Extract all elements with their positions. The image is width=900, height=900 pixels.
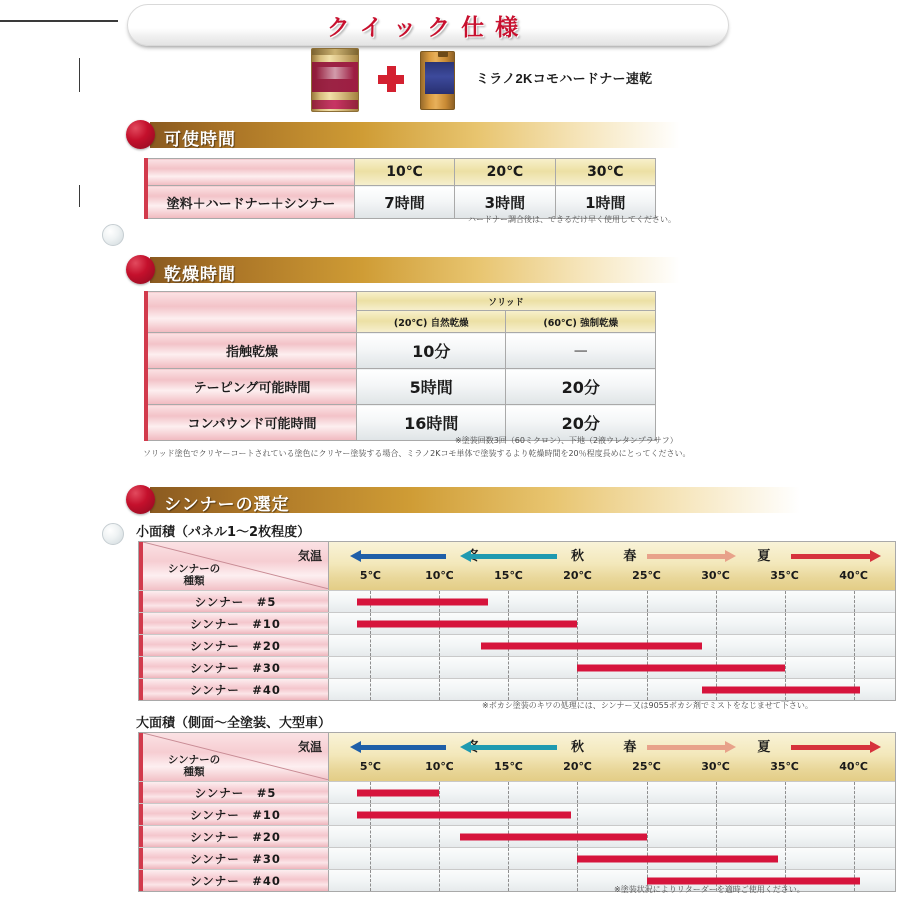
gridline-6 <box>785 848 786 869</box>
section-header-pot-life <box>126 122 666 148</box>
paint-can-image <box>311 48 359 112</box>
chart-row-plot-3 <box>329 657 895 678</box>
chart-row-plot-0 <box>329 591 895 612</box>
chart-row-label-0: シンナー #5 <box>139 591 329 612</box>
drying-value-2-forced: 20分 <box>506 405 656 441</box>
table-row <box>146 292 656 311</box>
gridline-4 <box>647 782 648 803</box>
pot-life-header-30c: 30℃ <box>555 159 655 186</box>
chart-scale-header <box>329 733 895 781</box>
table-row <box>146 369 656 405</box>
section-title-pot-life: 可使時間 <box>164 130 236 150</box>
page-title: クイック仕様 <box>326 14 530 41</box>
temperature-tick-2: 15℃ <box>494 569 523 582</box>
season-arrow-0 <box>350 553 447 560</box>
chart-scale-header <box>329 542 895 590</box>
gridline-1 <box>439 826 440 847</box>
chart-row-label-4: シンナー #40 <box>139 679 329 700</box>
gridline-3 <box>577 591 578 612</box>
gridline-6 <box>785 804 786 825</box>
gridline-7 <box>854 782 855 803</box>
season-arrow-2 <box>647 553 737 560</box>
season-arrow-3 <box>791 553 881 560</box>
thinner-chart-small-area <box>138 541 896 701</box>
chart-axis-label-temperature: 気温 <box>297 549 322 563</box>
temperature-tick-7: 40℃ <box>839 760 868 773</box>
drying-header-forced: (60℃) 強制乾燥 <box>506 311 656 333</box>
chart-row-plot-4 <box>329 679 895 700</box>
pot-life-corner-cell <box>146 159 354 186</box>
season-arrow-0 <box>350 744 447 751</box>
chart-row <box>139 803 895 825</box>
range-bar-0 <box>357 598 488 605</box>
gridline-6 <box>785 657 786 678</box>
gridline-5 <box>716 591 717 612</box>
temperature-tick-3: 20℃ <box>563 760 592 773</box>
chart-corner-cell <box>139 542 329 590</box>
gridline-2 <box>508 848 509 869</box>
drying-value-0-forced: — <box>506 333 656 369</box>
product-illustration-row <box>300 44 720 114</box>
range-bar-2 <box>460 833 646 840</box>
season-label-3: 夏 <box>757 739 771 754</box>
season-label-3: 夏 <box>757 548 771 563</box>
plus-icon <box>378 66 404 92</box>
table-row <box>146 159 656 186</box>
gridline-2 <box>508 657 509 678</box>
gridline-1 <box>439 848 440 869</box>
gridline-1 <box>439 870 440 891</box>
page-edge-rule-left <box>79 58 80 92</box>
chart-row-plot-1 <box>329 613 895 634</box>
chart-row-plot-0 <box>329 782 895 803</box>
chart-row-plot-2 <box>329 826 895 847</box>
section-title-drying-time: 乾燥時間 <box>164 265 236 285</box>
season-arrow-1 <box>460 553 557 560</box>
temperature-tick-0: 5℃ <box>359 569 381 582</box>
large-area-note: ※塗装状況によりリターダーを適時ご使用ください。 <box>614 885 805 894</box>
drying-header-natural: (20℃) 自然乾燥 <box>357 311 506 333</box>
gridline-3 <box>577 782 578 803</box>
chart-row-label-2: シンナー #20 <box>139 635 329 656</box>
chart-row <box>139 781 895 803</box>
gridline-5 <box>716 782 717 803</box>
season-arrow-2 <box>647 744 737 751</box>
range-bar-4 <box>702 686 861 693</box>
gridline-1 <box>439 635 440 656</box>
gridline-2 <box>508 591 509 612</box>
pot-life-value-30c: 1時間 <box>555 186 655 219</box>
gridline-0 <box>370 870 371 891</box>
gridline-6 <box>785 635 786 656</box>
temperature-tick-0: 5℃ <box>359 760 381 773</box>
chart-row-label-3: シンナー #30 <box>139 657 329 678</box>
gridline-3 <box>577 613 578 634</box>
gridline-2 <box>508 679 509 700</box>
chart-row-plot-1 <box>329 804 895 825</box>
gridline-4 <box>647 613 648 634</box>
gridline-6 <box>785 591 786 612</box>
drying-time-table <box>144 291 656 441</box>
bullet-icon <box>126 120 155 149</box>
pot-life-value-10c: 7時間 <box>354 186 454 219</box>
gridline-5 <box>716 804 717 825</box>
chart-bar-rows <box>139 781 895 891</box>
chart-row <box>139 590 895 612</box>
season-arrow-row <box>329 542 895 568</box>
range-bar-1 <box>357 620 578 627</box>
chart-row-label-4: シンナー #40 <box>139 870 329 891</box>
temperature-tick-6: 35℃ <box>770 569 799 582</box>
chart-header <box>139 733 895 781</box>
season-label-1: 秋 <box>570 548 584 563</box>
temperature-tick-1: 10℃ <box>425 569 454 582</box>
drying-group-header-solid: ソリッド <box>357 292 656 311</box>
gridline-3 <box>577 679 578 700</box>
gridline-7 <box>854 804 855 825</box>
gridline-5 <box>716 635 717 656</box>
gridline-1 <box>439 679 440 700</box>
temperature-tick-4: 25℃ <box>632 569 661 582</box>
decorative-circle-2 <box>102 523 124 545</box>
chart-axis-label-temperature: 気温 <box>297 740 322 754</box>
season-arrow-row <box>329 733 895 759</box>
gridline-0 <box>370 635 371 656</box>
chart-row-plot-2 <box>329 635 895 656</box>
chart-header <box>139 542 895 590</box>
gridline-5 <box>716 613 717 634</box>
temperature-tick-7: 40℃ <box>839 569 868 582</box>
drying-row-label-1: テーピング可能時間 <box>146 369 357 405</box>
gridline-7 <box>854 848 855 869</box>
gridline-3 <box>577 804 578 825</box>
gridline-0 <box>370 679 371 700</box>
range-bar-0 <box>357 789 440 796</box>
gridline-7 <box>854 657 855 678</box>
chart-corner-cell <box>139 733 329 781</box>
pot-life-header-10c: 10℃ <box>354 159 454 186</box>
chart-row <box>139 847 895 869</box>
gridline-2 <box>508 870 509 891</box>
page-edge-rule-left-2 <box>79 185 80 207</box>
chart-row-label-3: シンナー #30 <box>139 848 329 869</box>
gridline-7 <box>854 613 855 634</box>
decorative-circle-1 <box>102 224 124 246</box>
pot-life-row-label: 塗料＋ハードナー＋シンナー <box>146 186 354 219</box>
temperature-tick-2: 15℃ <box>494 760 523 773</box>
drying-value-1-forced: 20分 <box>506 369 656 405</box>
chart-row <box>139 825 895 847</box>
bullet-icon <box>126 485 155 514</box>
temperature-tick-row <box>329 760 895 780</box>
section-header-thinner-selection <box>126 487 666 513</box>
section-header-drying-time <box>126 257 666 283</box>
gridline-7 <box>854 826 855 847</box>
range-bar-2 <box>481 642 702 649</box>
range-bar-1 <box>357 811 571 818</box>
gridline-6 <box>785 782 786 803</box>
season-label-2: 春 <box>623 739 637 754</box>
chart-row <box>139 634 895 656</box>
drying-value-2-natural: 16時間 <box>357 405 506 441</box>
gridline-7 <box>854 635 855 656</box>
gridline-6 <box>785 613 786 634</box>
document-title-banner <box>127 4 729 46</box>
gridline-4 <box>647 804 648 825</box>
chart-row <box>139 678 895 700</box>
chart-bar-rows <box>139 590 895 700</box>
chart-row-label-0: シンナー #5 <box>139 782 329 803</box>
drying-corner-cell <box>146 292 357 333</box>
season-label-1: 秋 <box>570 739 584 754</box>
pot-life-note: ハードナー調合後は、できるだけ早く使用してください。 <box>468 215 676 224</box>
gridline-2 <box>508 782 509 803</box>
gridline-1 <box>439 782 440 803</box>
drying-value-1-natural: 5時間 <box>357 369 506 405</box>
chart-caption-large-area: 大面積（側面〜全塗装、大型車） <box>136 716 332 731</box>
gridline-3 <box>577 870 578 891</box>
hardener-can-image <box>420 51 455 110</box>
chart-row-label-1: シンナー #10 <box>139 613 329 634</box>
range-bar-4 <box>647 877 861 884</box>
drying-time-note-2: ソリッド塗色でクリヤーコートされている塗色にクリヤー塗装する場合、ミラノ2Kコモ単体で塗装するより乾燥時間を20％程度長めにとってください。 <box>143 449 691 458</box>
pot-life-header-20c: 20℃ <box>455 159 555 186</box>
gridline-4 <box>647 591 648 612</box>
drying-time-note-1: ※塗装回数3回（60ミクロン）、下地（2液ウレタンプラサフ） <box>455 436 678 445</box>
bullet-icon <box>126 255 155 284</box>
temperature-tick-5: 30℃ <box>701 569 730 582</box>
season-arrow-3 <box>791 744 881 751</box>
chart-row-label-1: シンナー #10 <box>139 804 329 825</box>
range-bar-3 <box>577 664 784 671</box>
gridline-0 <box>370 826 371 847</box>
gridline-7 <box>854 591 855 612</box>
temperature-tick-row <box>329 569 895 589</box>
temperature-tick-1: 10℃ <box>425 760 454 773</box>
gridline-6 <box>785 826 786 847</box>
chart-row <box>139 656 895 678</box>
gridline-0 <box>370 657 371 678</box>
chart-row <box>139 612 895 634</box>
season-arrow-1 <box>460 744 557 751</box>
chart-axis-label-thinner-kind: シンナーの 種類 <box>167 753 221 778</box>
section-title-thinner-selection: シンナーの選定 <box>164 495 290 515</box>
drying-row-label-0: 指触乾燥 <box>146 333 357 369</box>
temperature-tick-3: 20℃ <box>563 569 592 582</box>
temperature-tick-5: 30℃ <box>701 760 730 773</box>
table-row <box>146 333 656 369</box>
season-label-2: 春 <box>623 548 637 563</box>
page-edge-rule-top <box>0 20 118 22</box>
gridline-0 <box>370 848 371 869</box>
gridline-4 <box>647 679 648 700</box>
gridline-5 <box>716 826 717 847</box>
chart-caption-small-area: 小面積（パネル1〜2枚程度） <box>136 525 311 540</box>
chart-row-plot-3 <box>329 848 895 869</box>
chart-axis-label-thinner-kind: シンナーの 種類 <box>167 562 221 587</box>
gridline-1 <box>439 657 440 678</box>
thinner-chart-large-area <box>138 732 896 892</box>
pot-life-table <box>144 158 656 219</box>
drying-row-label-2: コンパウンド可能時間 <box>146 405 357 441</box>
product-label: ミラノ2Kコモハードナー速乾 <box>476 71 653 86</box>
range-bar-3 <box>577 855 777 862</box>
chart-row-plot-4 <box>329 870 895 891</box>
drying-value-0-natural: 10分 <box>357 333 506 369</box>
temperature-tick-4: 25℃ <box>632 760 661 773</box>
small-area-note: ※ボカシ塗装のキワの処理には、シンナー又は9055ボカシ剤でミストをなじませて下さい。 <box>482 701 813 710</box>
chart-row-label-2: シンナー #20 <box>139 826 329 847</box>
pot-life-value-20c: 3時間 <box>455 186 555 219</box>
gridline-4 <box>647 826 648 847</box>
temperature-tick-6: 35℃ <box>770 760 799 773</box>
